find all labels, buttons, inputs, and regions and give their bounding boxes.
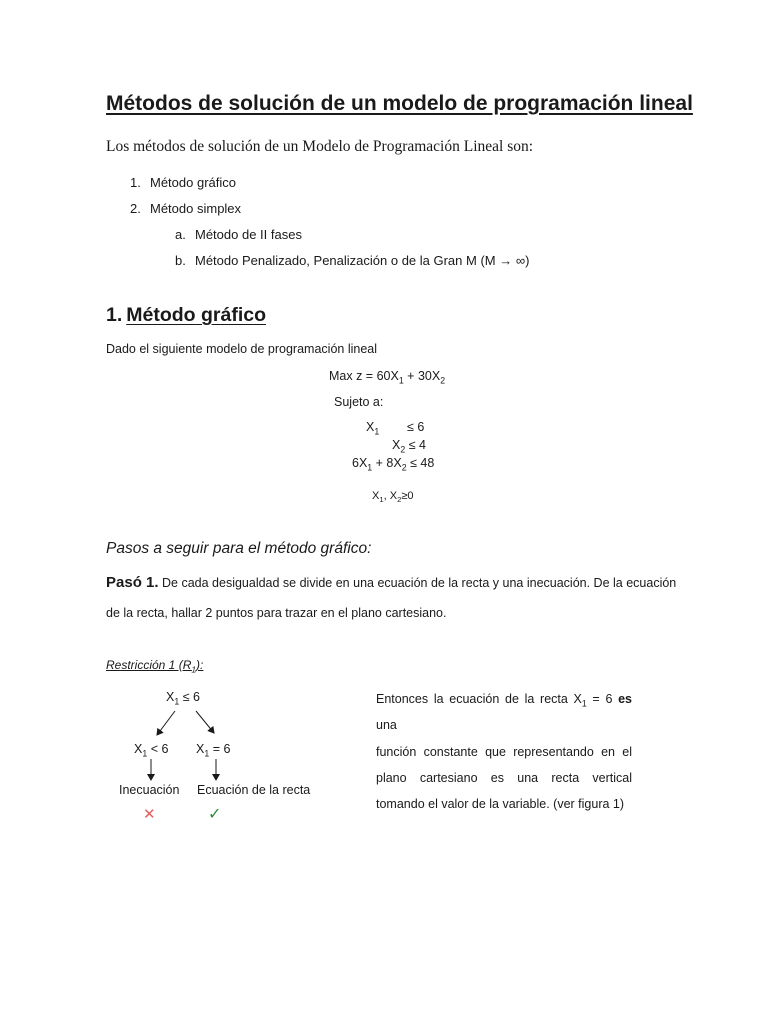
tree-left-label: Inecuación [119,783,180,797]
arrow-left-branch [157,711,175,735]
restriction-label: Restricción 1 $(R_1)$: [106,658,204,675]
page-title: Métodos de solución de un modelo de programación lineal [106,92,693,115]
tree-right-label: Ecuación de la recta [197,783,311,797]
explanation-line: función constante que representando en el [376,744,632,759]
section-number: 1. [106,304,123,326]
section-label: Método gráfico [126,304,267,326]
arrow-right-branch [196,711,214,733]
explanation-line: Entonces la ecuación de la recta $X_1 = 6$ es una [376,692,632,733]
objective-function: Max $z = 60X_1 + 30X_2$ [329,369,446,386]
constraint-2: $X_2 \le 4$ [392,438,426,455]
sub-list-label: Método Penalizado, Penalización o de la Gran M (M → ∞) [195,253,530,268]
explanation-line: tomando el valor de la variable. (ver figura 1) [376,797,625,812]
explanation-line: plano cartesiano es una recta vertical [376,770,632,785]
step-1-line-1: Pasó 1. De cada desigualdad se divide en una ecuación de la recta y una inecuación. De la ecuación [106,574,677,591]
list-label: Método simplex [150,201,242,216]
list-number: 1. [130,175,141,190]
step-1-label: Pasó 1. [106,574,159,591]
explanation-paragraph [376,686,632,817]
check-icon: ✓ [208,806,222,823]
intro-text: Los métodos de solución de un Modelo de Programación Lineal son: [106,138,534,155]
cross-icon: ✕ [143,806,156,823]
model-intro: Dado el siguiente modelo de programación lineal [106,342,378,356]
subject-to: Sujeto a: [334,395,384,409]
list-number: 2. [130,201,141,216]
constraint-1: $X_1$ [366,420,380,437]
tree-root: $X_1 \le 6$ [166,690,200,707]
sub-list-label: Método de II fases [195,227,302,242]
sub-list-letter: a. [175,227,186,242]
steps-heading: Pasos a seguir para el método gráfico: [106,540,372,557]
tree-right-node: $X_1 = 6$ [196,742,231,759]
tree-left-node: $X_1 < 6$ [134,742,169,759]
nonnegativity: $X_1$, $X_2\ge 0$ [372,490,414,505]
list-label: Método gráfico [150,175,236,190]
constraint-3: $6X_1 + 8X_2 \le 48$ [352,456,435,473]
sub-list-letter: b. [175,253,186,268]
step-1-line-2: de la recta, hallar 2 puntos para trazar en el plano cartesiano. [106,606,447,620]
constraint-1-rhs: ≤ 6 [407,420,425,434]
